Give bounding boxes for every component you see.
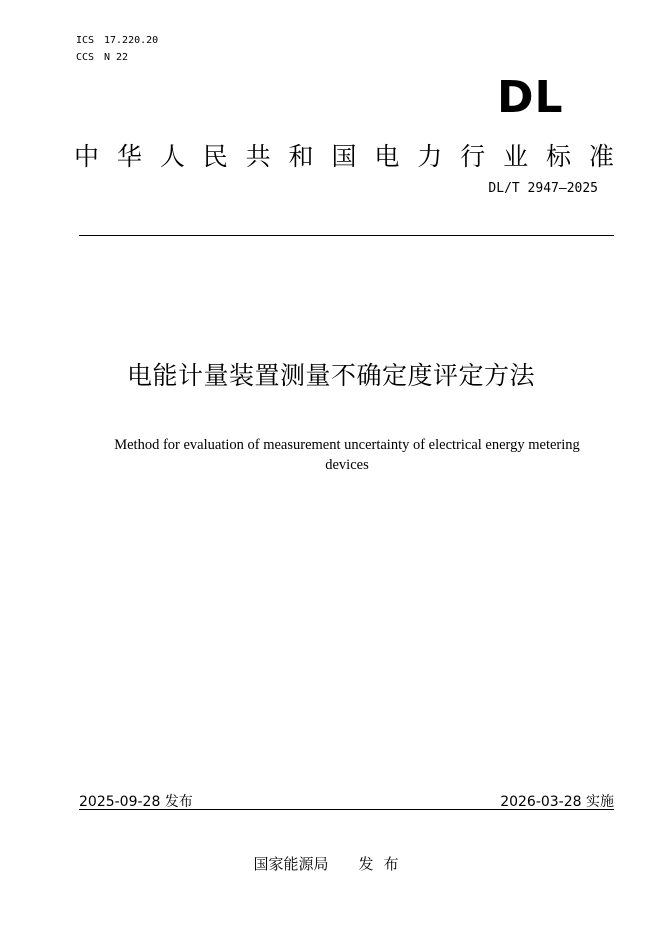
publisher-line (0, 853, 662, 875)
standard-code: DL/T 2947—2025 (488, 181, 598, 196)
org-char: 中 (74, 142, 100, 171)
ccs-line (76, 49, 158, 66)
ics-value: 17.220.20 (104, 35, 159, 46)
ccs-value: N 22 (104, 52, 129, 63)
ics-label: ICS (76, 35, 95, 46)
top-divider (79, 235, 614, 236)
implement-date: 2026-03-28 实施 (500, 794, 614, 810)
title-english-line-1: Method for evaluation of measurement uncertainty of electrical energy metering (114, 437, 580, 453)
org-char: 力 (417, 142, 443, 171)
issue-date: 2025-09-28 发布 (79, 794, 193, 810)
org-char: 电 (374, 142, 400, 171)
org-char: 人 (159, 142, 185, 171)
title-english (90, 435, 604, 475)
org-char: 准 (588, 142, 614, 171)
publish-word: 发布 (358, 855, 409, 873)
ccs-label: CCS (76, 52, 95, 63)
org-name (74, 140, 614, 174)
dl-logo: DL (497, 72, 564, 123)
title-chinese: 电能计量装置测量不确定度评定方法 (126, 361, 535, 390)
org-char: 民 (202, 142, 228, 171)
org-char: 共 (245, 142, 271, 171)
org-char: 业 (503, 142, 529, 171)
org-char: 行 (460, 142, 486, 171)
org-char: 标 (545, 142, 571, 171)
org-char: 国 (331, 142, 357, 171)
ics-line (76, 32, 158, 49)
publisher-name: 国家能源局 (253, 855, 329, 873)
classification-block (76, 32, 158, 66)
org-char: 和 (288, 142, 314, 171)
title-english-line-2: devices (325, 457, 369, 473)
bottom-divider (79, 809, 614, 810)
org-char: 华 (116, 142, 142, 171)
